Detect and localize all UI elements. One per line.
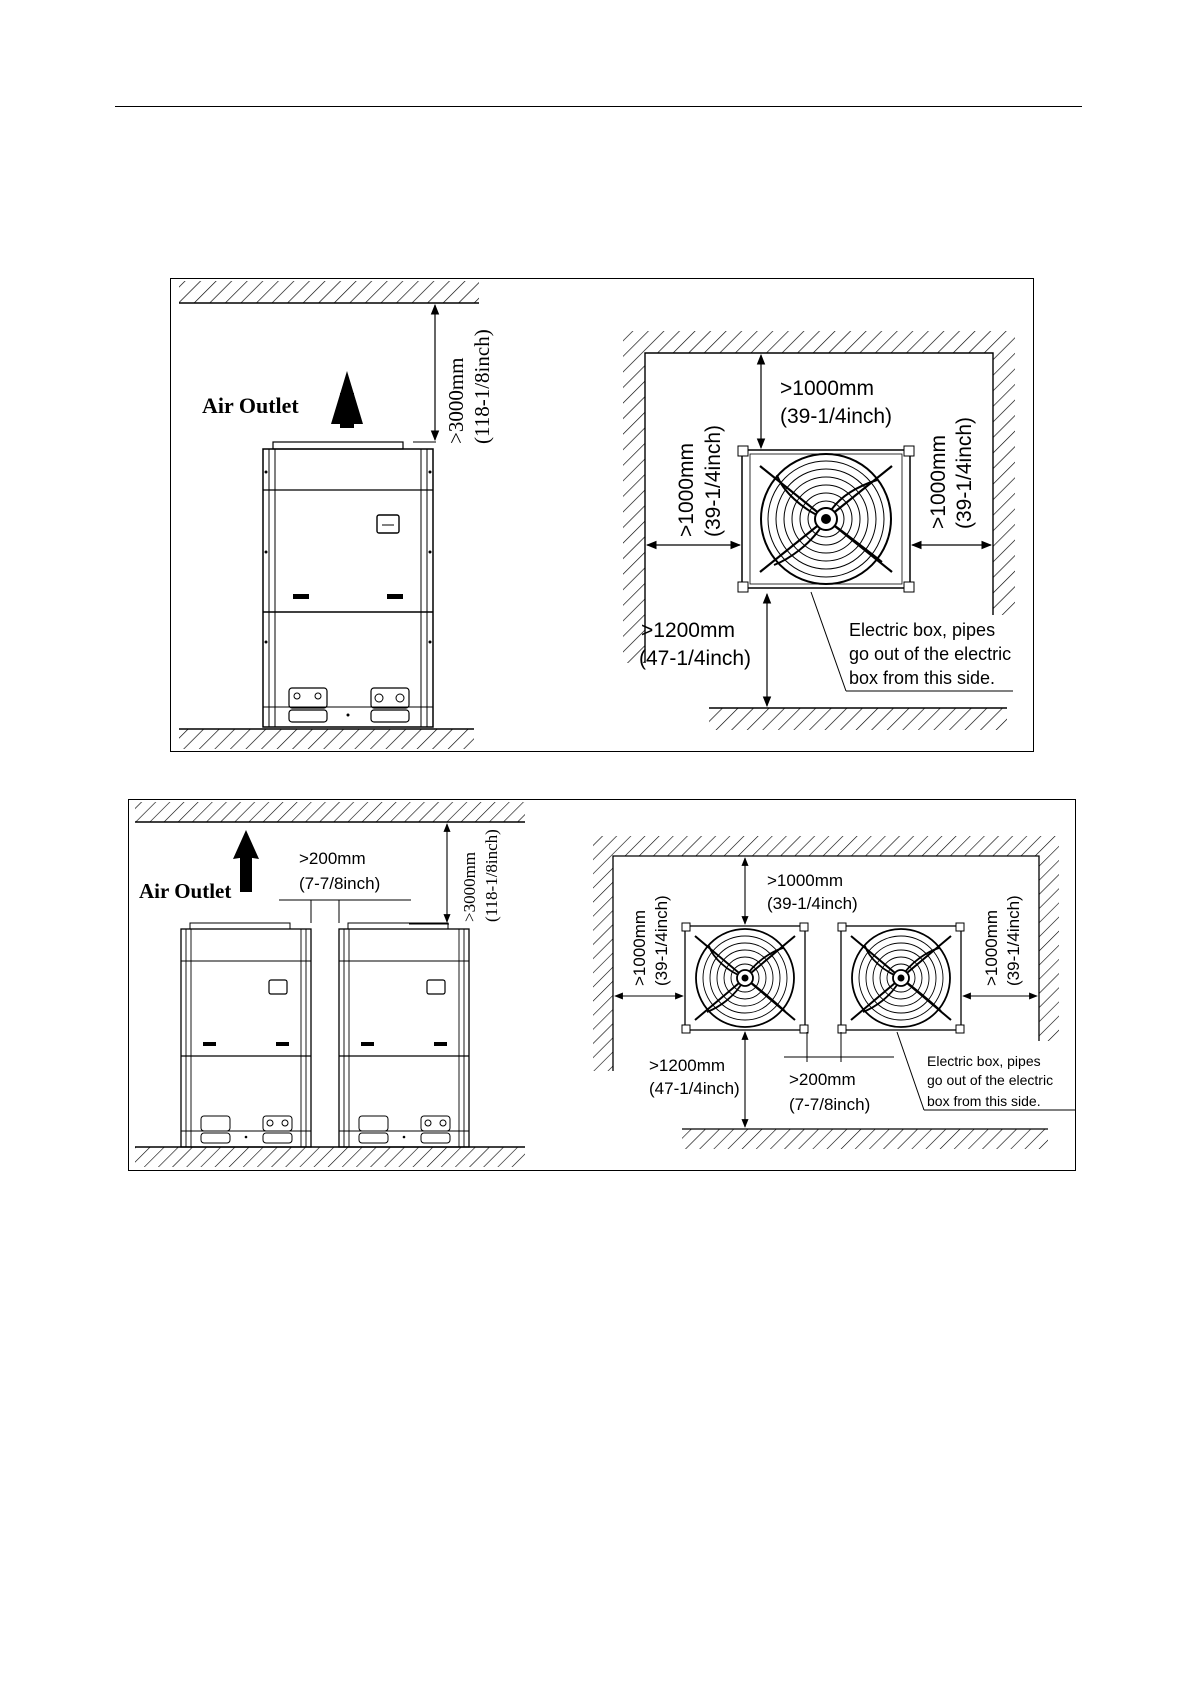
electric-box-note-line1: Electric box, pipes — [849, 620, 996, 640]
plan-top-label: >1000mm — [767, 871, 844, 890]
outdoor-unit-elevation — [263, 442, 433, 727]
plan-bottom-inch: (47-1/4inch) — [649, 1079, 740, 1098]
plan-left-inch: (39-1/4inch) — [652, 895, 671, 986]
electric-box-note-line3: box from this side. — [927, 1093, 1041, 1109]
plan-gap-label: >200mm — [789, 1070, 856, 1089]
fan-top-view-left — [682, 923, 808, 1033]
ceiling-hatch — [135, 802, 525, 822]
plan-left-inch: (39-1/4inch) — [702, 424, 725, 537]
plan-right-label: >1000mm — [982, 909, 1001, 986]
plan-right-label: >1000mm — [927, 435, 950, 529]
unit-gap-label: >200mm — [299, 849, 366, 868]
plan-left-label: >1000mm — [630, 909, 649, 986]
plan-top-inch: (39-1/4inch) — [780, 405, 893, 428]
plan-top-label: >1000mm — [780, 377, 874, 400]
electric-box-note-line2: go out of the electric — [849, 644, 1012, 664]
single-unit-clearance-figure — [170, 278, 1034, 752]
page-header-rule — [115, 106, 1082, 107]
electric-box-note-line2: go out of the electric — [927, 1072, 1054, 1088]
plan-top-inch: (39-1/4inch) — [767, 894, 858, 913]
top-clearance-inch: (118-1/8inch) — [482, 829, 501, 922]
floor-hatch — [135, 1147, 525, 1167]
plan-bottom-label: >1200mm — [641, 619, 735, 642]
top-clearance-label: >3000mm — [460, 851, 479, 922]
plan-right-inch: (39-1/4inch) — [953, 416, 976, 529]
outdoor-unit-elevation-right — [339, 923, 469, 1147]
plan-left-label: >1000mm — [675, 443, 698, 537]
top-clearance-inch: (118-1/8inch) — [470, 329, 494, 444]
floor-hatch — [179, 729, 474, 749]
electric-box-note-line1: Electric box, pipes — [927, 1053, 1041, 1069]
outdoor-unit-elevation-left — [181, 923, 311, 1147]
plan-bottom-label: >1200mm — [649, 1056, 726, 1075]
air-outlet-label: Air Outlet — [202, 393, 299, 418]
fan-top-view — [738, 446, 914, 592]
plan-gap-inch: (7-7/8inch) — [789, 1095, 871, 1114]
electric-box-note-line3: box from this side. — [849, 668, 996, 688]
twin-unit-clearance-figure — [128, 799, 1076, 1171]
plan-right-inch: (39-1/4inch) — [1004, 895, 1023, 986]
unit-gap-inch: (7-7/8inch) — [299, 874, 381, 893]
fan-top-view-right — [838, 923, 964, 1033]
plan-bottom-inch: (47-1/4inch) — [639, 647, 752, 670]
top-clearance-label: >3000mm — [444, 357, 468, 444]
air-outlet-label: Air Outlet — [139, 879, 232, 903]
ceiling-hatch — [179, 281, 479, 303]
